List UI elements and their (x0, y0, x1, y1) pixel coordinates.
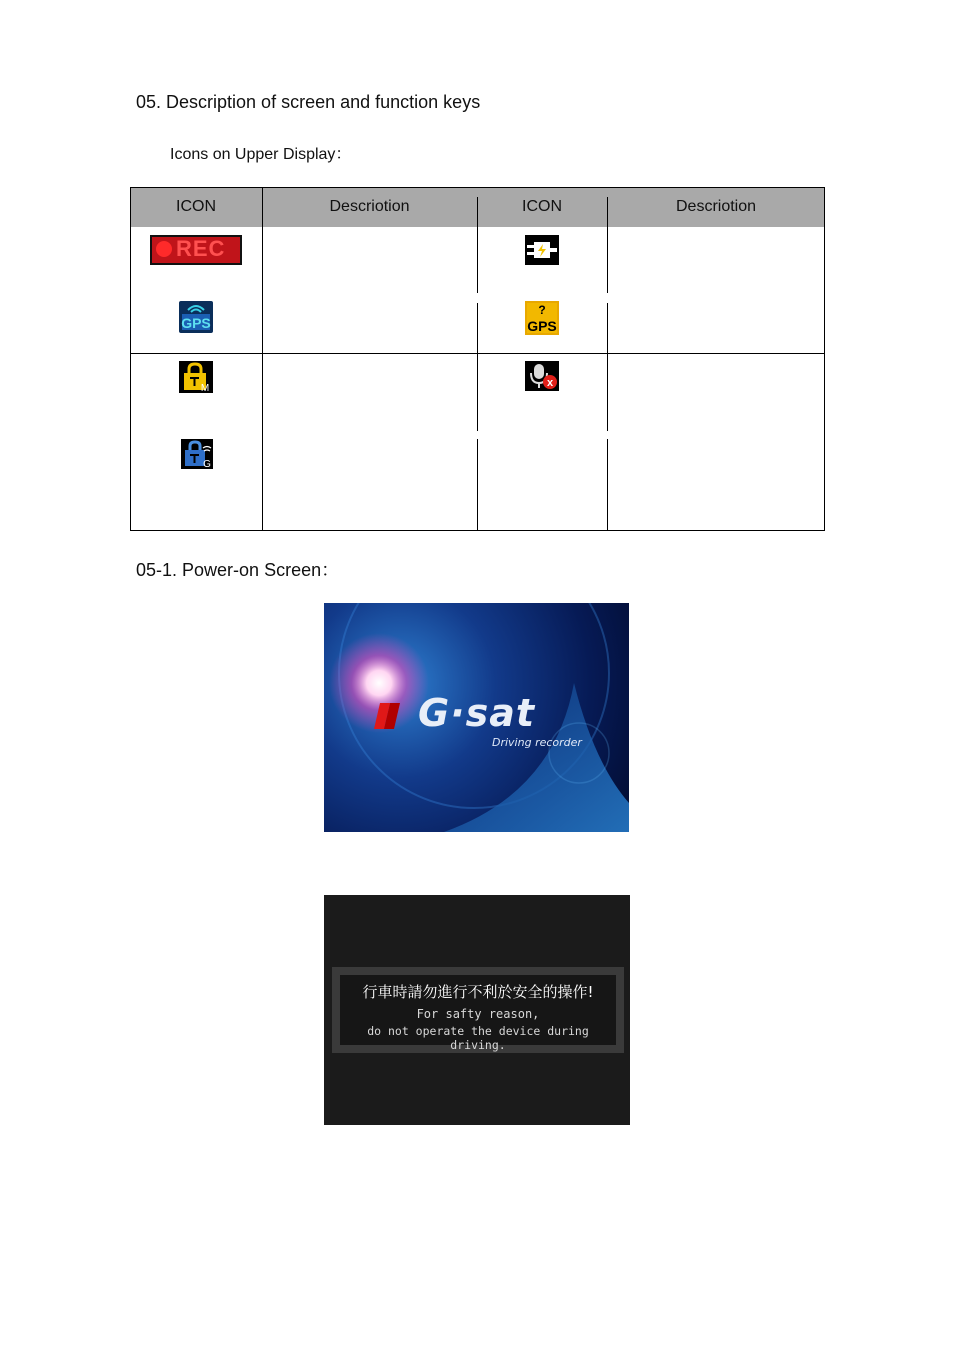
brand-name: G·sat (418, 691, 536, 735)
rec-icon (150, 235, 242, 265)
brand-tagline: Driving recorder (492, 736, 582, 749)
gps-fixed-icon (179, 301, 213, 333)
table-col-divider-2a (477, 197, 478, 293)
warning-line-instruction: do not operate the device during driving. (367, 1024, 589, 1052)
microphone-off-icon (525, 361, 559, 393)
power-plug-icon (525, 235, 559, 270)
lock-m-label: M (200, 383, 210, 393)
table-col-divider-2c (477, 439, 478, 531)
warning-line-chinese: 行車時請勿進行不利於安全的操作! (362, 983, 594, 1001)
table-col-divider-3a (607, 197, 608, 293)
icon-table (130, 187, 825, 531)
power-on-title: 05-1. Power-on Screen： (136, 560, 340, 580)
table-col-divider-3c (607, 439, 608, 531)
splash-screen (324, 603, 629, 832)
gps-searching-label: GPS (527, 318, 557, 334)
gps-searching-icon (525, 301, 559, 333)
header-icon-2: ICON (522, 198, 562, 215)
header-description-1: Descriotion (329, 198, 410, 215)
section-title: 05. Description of screen and function keys (136, 92, 481, 112)
safety-warning-screen (324, 895, 630, 1125)
lock-g-label: G (203, 459, 211, 469)
section-subtitle: Icons on Upper Display： (170, 146, 352, 163)
lock-gsensor-icon (181, 439, 215, 471)
table-col-divider-1 (262, 187, 263, 531)
table-border-left (130, 187, 131, 531)
header-icon-1: ICON (176, 198, 216, 215)
gps-fixed-label: GPS (181, 315, 211, 331)
gps-question-mark: ? (538, 303, 546, 317)
warning-dialog (332, 967, 624, 1053)
table-col-divider-3b (607, 303, 608, 431)
table-border-right (824, 187, 825, 531)
rec-label: REC (176, 236, 226, 261)
warning-line-reason: For safty reason, (416, 1007, 540, 1021)
mic-off-mark: x (546, 377, 554, 389)
lock-manual-icon (179, 361, 213, 393)
header-description-2: Descriotion (675, 198, 757, 215)
table-col-divider-2b (477, 303, 478, 431)
table-border-top (130, 187, 825, 188)
